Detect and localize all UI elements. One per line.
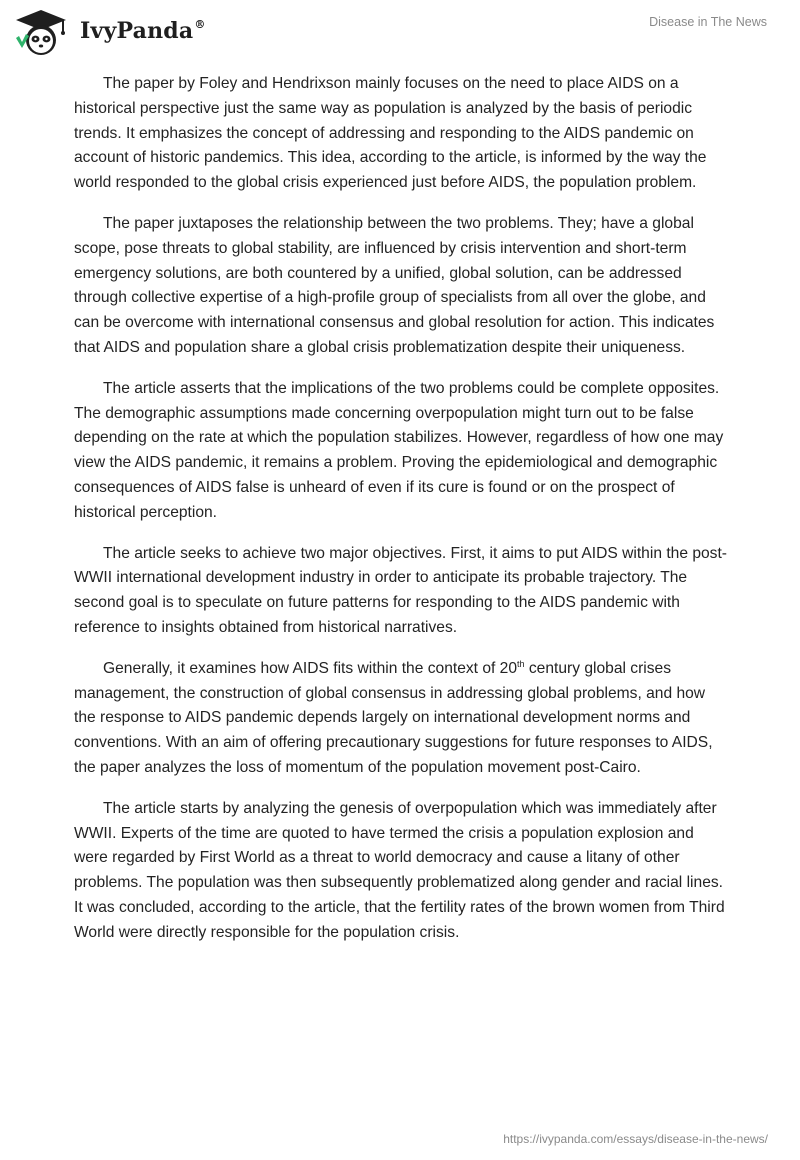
paragraph-5-start: Generally, it examines how AIDS fits within the context of 20 xyxy=(103,659,518,677)
registered-mark: ® xyxy=(194,17,206,31)
paragraph-5-rest: century global crises management, the construction of global consensus in addressing global problems, and how the response to AIDS pandemic depends largely on international development norms and conventions. With an aim of offering precautionary suggestions for future responses to AIDS, the paper analyzes the loss of momentum of the population movement post-Cairo. xyxy=(74,659,713,776)
document-title: Disease in The News xyxy=(649,15,767,29)
ivypanda-logo-icon[interactable] xyxy=(12,8,70,58)
paragraph-4: The article seeks to achieve two major objectives. First, it aims to put AIDS within the post-WWII international development industry in order to anticipate its probable trajectory. The second goal is to speculate on future patterns for responding to the AIDS pandemic with reference to insights obtained from historical narratives. xyxy=(74,544,728,636)
paragraph-3: The article asserts that the implications of the two problems could be complete opposites. The demographic assumptions made concerning overpopulation might turn out to be false depending on the rate at which the population stabilizes. However, regardless of how one may view the AIDS pandemic, it remains a problem. Proving the epidemiological and demographic consequences of AIDS false is unheard of even if its cure is found or on the prospect of historical perception. xyxy=(74,379,724,521)
source-url-link[interactable]: https://ivypanda.com/essays/disease-in-the-news/ xyxy=(503,1132,768,1146)
page-header xyxy=(0,0,800,70)
brand-name[interactable] xyxy=(80,18,206,44)
paragraph-5 xyxy=(74,657,729,781)
paragraph-6: The article starts by analyzing the genesis of overpopulation which was immediately after WWII. Experts of the time are quoted to have termed the crisis a population explosion and were regarded by First World as a threat to world democracy and cause a litany of other problems. The population was then subsequently problematized along gender and racial lines. It was concluded, according to the article, that the fertility rates of the brown women from Third World were directly responsible for the population crisis. xyxy=(74,799,725,941)
paragraph-2: The paper juxtaposes the relationship between the two problems. They; have a global scope, pose threats to global stability, are influenced by crisis intervention and short-term emergency solutions, are both countered by a unified, global solution, can be addressed through collective expertise of a high-profile group of specialists from all over the globe, and can be overcome with international consensus and global resolution for action. This indicates that AIDS and population share a global crisis problematization despite their uniqueness. xyxy=(74,214,715,356)
paragraph-1: The paper by Foley and Hendrixson mainly focuses on the need to place AIDS on a historical perspective just the same way as population is analyzed by the basis of periodic trends. It emphasizes the concept of addressing and responding to the AIDS pandemic on account of historic pandemics. This idea, according to the article, is informed by the way the world responded to the global crisis experienced just before AIDS, the population problem. xyxy=(74,75,707,192)
brand-text: IvyPanda xyxy=(80,18,194,44)
essay-body xyxy=(74,72,729,962)
superscript-th: th xyxy=(517,658,525,669)
